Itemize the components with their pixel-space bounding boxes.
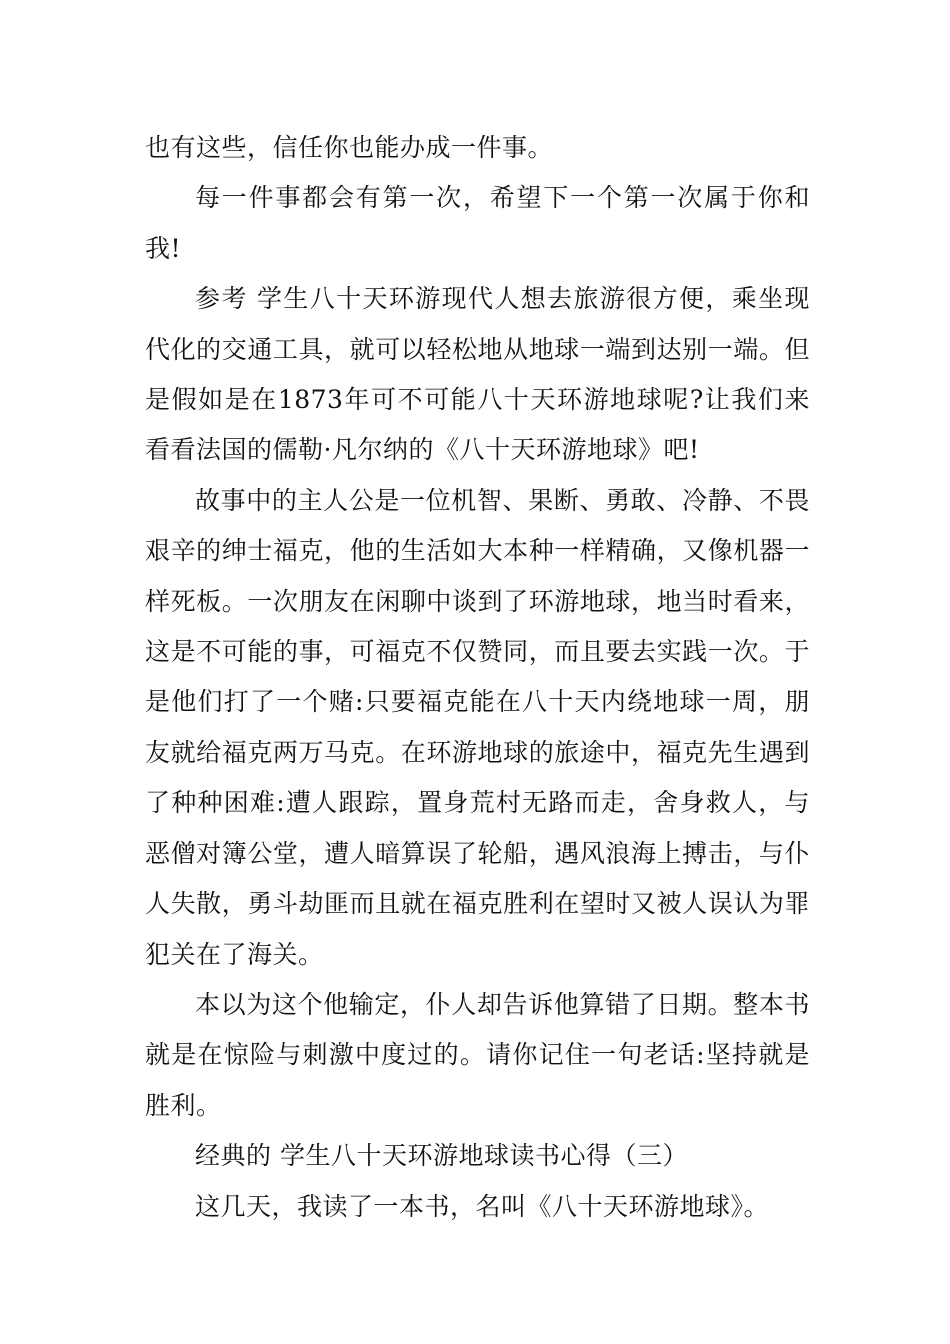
- paragraph-3: 参考 学生八十天环游现代人想去旅游很方便，乘坐现代化的交通工具，就可以轻松地从地球一端到达别一端。但是假如是在1873年可不可能八十天环游地球呢?让我们来看看法国的儒勒·凡尔纳的《八十天环游地球》吧!: [145, 284, 810, 465]
- paragraph-6: 这几天，我读了一本书，名叫《八十天环游地球》。: [195, 1191, 770, 1221]
- paragraph-2: 每一件事都会有第一次，希望下一个第一次属于你和我!: [145, 183, 810, 263]
- paragraph-1: 也有这些，信任你也能办成一件事。: [145, 133, 554, 162]
- paragraph-4: 故事中的主人公是一位机智、果断、勇敢、冷静、不畏艰辛的绅士福克，他的生活如大本种一样精确，又像机器一样死板。一次朋友在闲聊中谈到了环游地球，地当时看来，这是不可能的事，可福克不仅赞同，而且要去实践一次。于是他们打了一个赌:只要福克能在八十天内绕地球一周，朋友就给福克两万马克。在环游地球的旅途中，福克先生遇到了种种困难:遭人跟踪，置身荒村无路而走，舍身救人，与恶僧对簿公堂，遭人暗算误了轮船，遇风浪海上搏击，与仆人失散，勇斗劫匪而且就在福克胜利在望时又被人误认为罪犯关在了海关。: [145, 485, 810, 969]
- document-body: [145, 123, 810, 1232]
- paragraph-5: 本以为这个他输定，仆人却告诉他算错了日期。整本书就是在惊险与刺激中度过的。请你记住一句老话:坚持就是胜利。: [145, 989, 810, 1120]
- section-heading: 经典的 学生八十天环游地球读书心得（三）: [195, 1141, 688, 1171]
